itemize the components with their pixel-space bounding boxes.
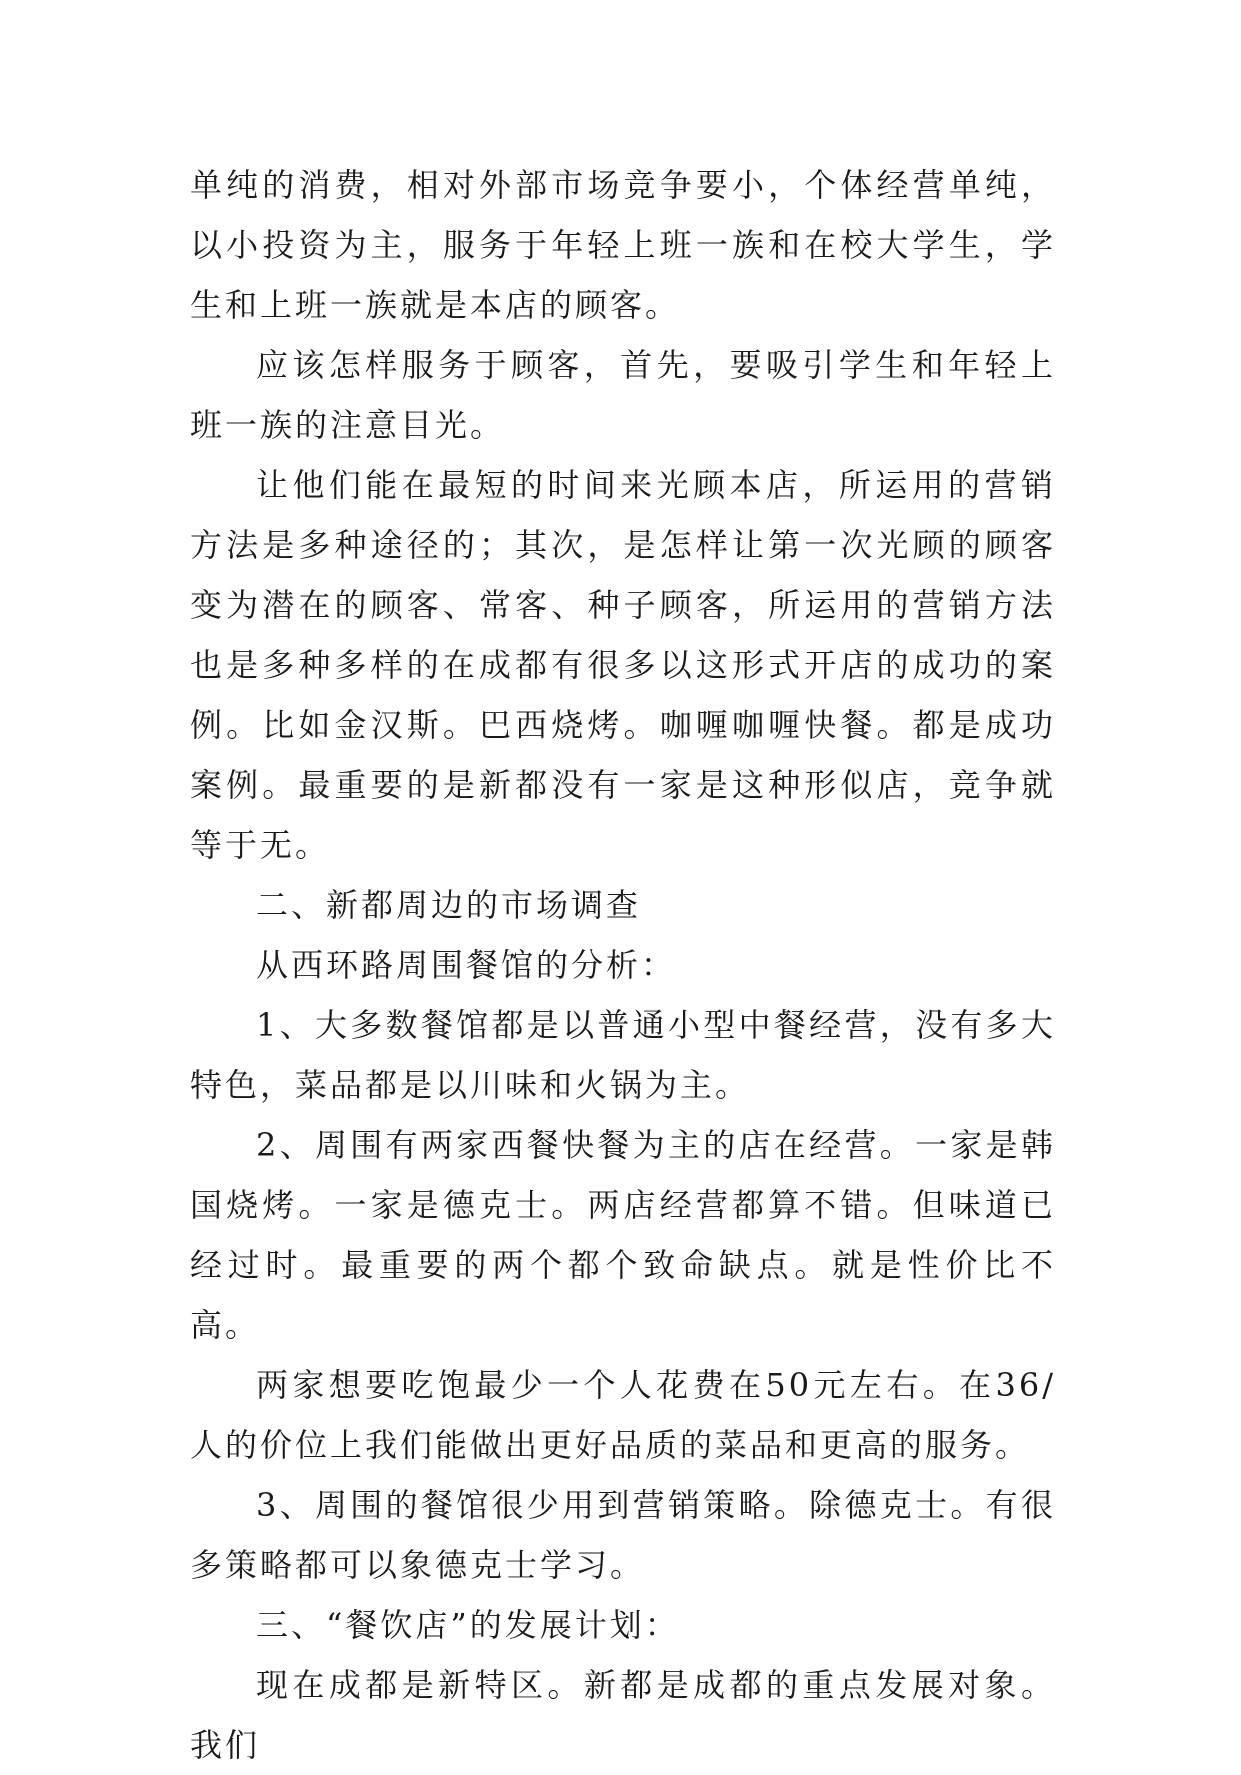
paragraph-customers: 单纯的消费，相对外部市场竞争要小，个体经营单纯，以小投资为主，服务于年轻上班一族和在校大学生，学生和上班一族就是本店的顾客。 [190,166,1056,324]
list-item-3: 3、周围的餐馆很少用到营销策略。除德克士。有很多策略都可以象德克士学习。 [190,1486,1056,1584]
paragraph-analysis-intro: 从西环路周围餐馆的分析： [256,946,677,984]
list-item-2: 2、周围有两家西餐快餐为主的店在经营。一家是韩国烧烤。一家是德克士。两店经营都算不错。但味道已经过时。最重要的两个都个致命缺点。就是性价比不高。 [190,1126,1056,1344]
section-heading-market-survey: 二、新都周边的市场调查 [256,886,642,924]
paragraph-serve-customers: 应该怎样服务于顾客，首先，要吸引学生和年轻上班一族的注意目光。 [190,346,1056,444]
paragraph-pricing: 两家想要吃饱最少一个人花费在50元左右。在36/人的价位上我们能做出更好品质的菜品和更高的服务。 [190,1366,1056,1464]
document-body [190,155,1056,1775]
section-heading-development-plan: 三、“餐饮店”的发展计划： [256,1606,680,1644]
list-item-1: 1、大多数餐馆都是以普通小型中餐经营，没有多大特色，菜品都是以川味和火锅为主。 [190,1006,1056,1104]
paragraph-marketing-methods: 让他们能在最短的时间来光顾本店，所运用的营销方法是多种途径的；其次，是怎样让第一次光顾的顾客变为潜在的顾客、常客、种子顾客，所运用的营销方法也是多种多样的在成都有很多以这形式开店的成功的案例。比如金汉斯。巴西烧烤。咖喱咖喱快餐。都是成功案例。最重要的是新都没有一家是这种形似店，竞争就等于无。 [190,466,1056,864]
paragraph-development: 现在成都是新特区。新都是成都的重点发展对象。我们 [190,1666,1056,1764]
